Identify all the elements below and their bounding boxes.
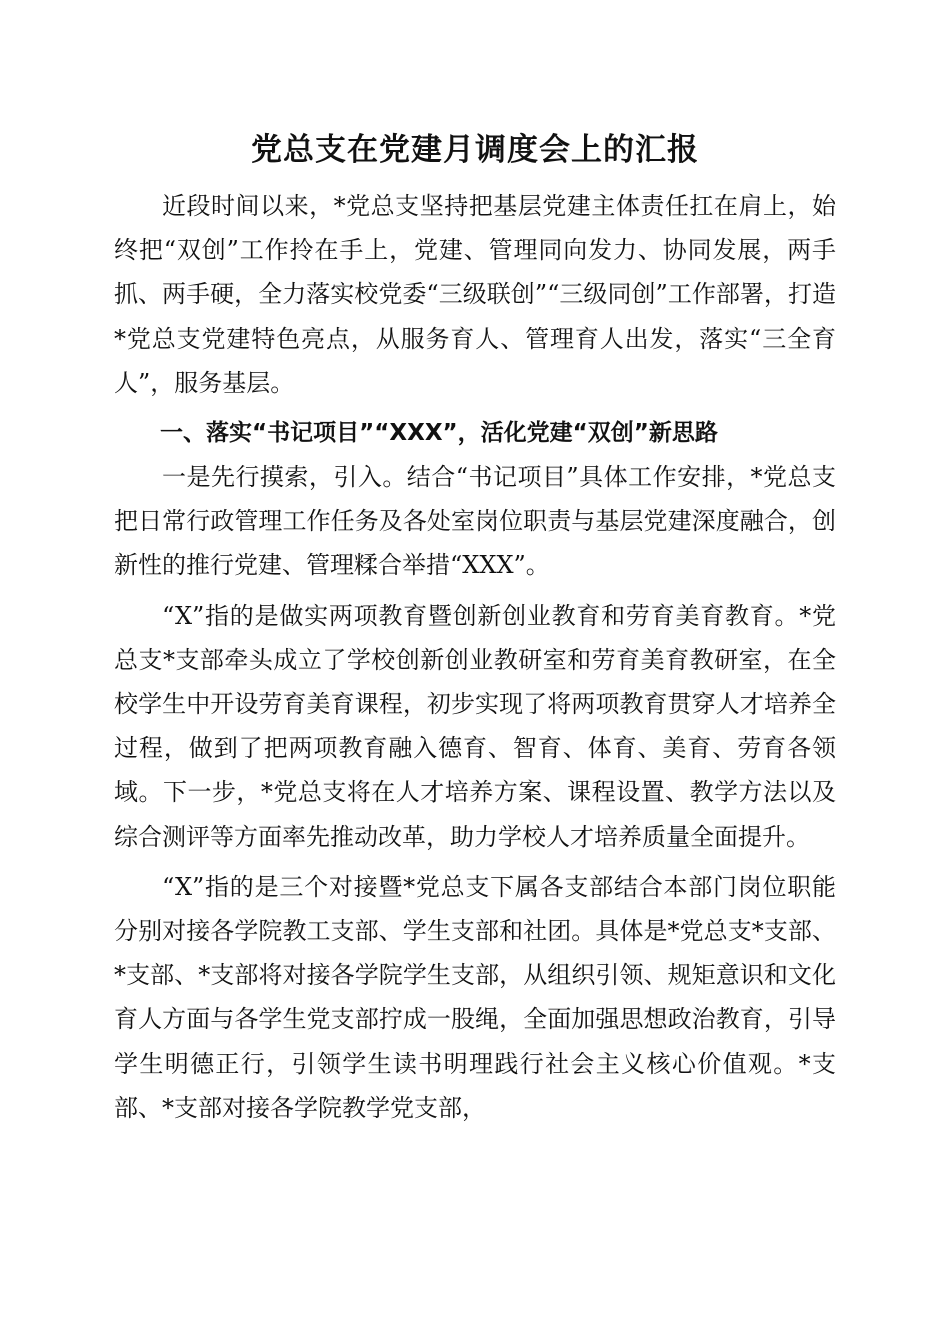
section1-paragraph-3: “X”指的是三个对接暨*党总支下属各支部结合本部门岗位职能分别对接各学院教工支部、学生支部和社团。具体是*党总支*支部、*支部、*支部将对接各学院学生支部，从组织引领、规矩意识和文化育人方面与各学生党支部拧成一股绳，全面加强思想政治教育，引导学生明德正行，引领学生读书明理践行社会主义核心价值观。*支部、*支部对接各学院教学党支部，	[114, 872, 836, 1122]
document-title: 党总支在党建月调度会上的汇报	[251, 132, 699, 168]
intro-paragraph: 近段时间以来，*党总支坚持把基层党建主体责任扛在肩上，始终把“双创”工作拎在手上，党建、管理同向发力、协同发展，两手抓、两手硬，全力落实校党委“三级联创”“三级同创”工作部署，打造*党总支党建特色亮点，从服务育人、管理育人出发，落实“三全育人”，服务基层。	[114, 192, 836, 397]
section-heading-1: 一、落实“书记项目”“XXX”，活化党建“双创”新思路	[160, 420, 718, 447]
section1-paragraph-1: 一是先行摸索，引入。结合“书记项目”具体工作安排，*党总支把日常行政管理工作任务及各处室岗位职责与基层党建深度融合，创新性的推行党建、管理糅合举措“XXX”。	[114, 463, 836, 580]
section1-paragraph-2: “X”指的是做实两项教育暨创新创业教育和劳育美育教育。*党总支*支部牵头成立了学校创新创业教研室和劳育美育教研室，在全校学生中开设劳育美育课程，初步实现了将两项教育贯穿人才培养全过程，做到了把两项教育融入德育、智育、体育、美育、劳育各领域。下一步，*党总支将在人才培养方案、课程设置、教学方法以及综合测评等方面率先推动改革，助力学校人才培养质量全面提升。	[114, 601, 836, 851]
document-page	[114, 128, 836, 1130]
